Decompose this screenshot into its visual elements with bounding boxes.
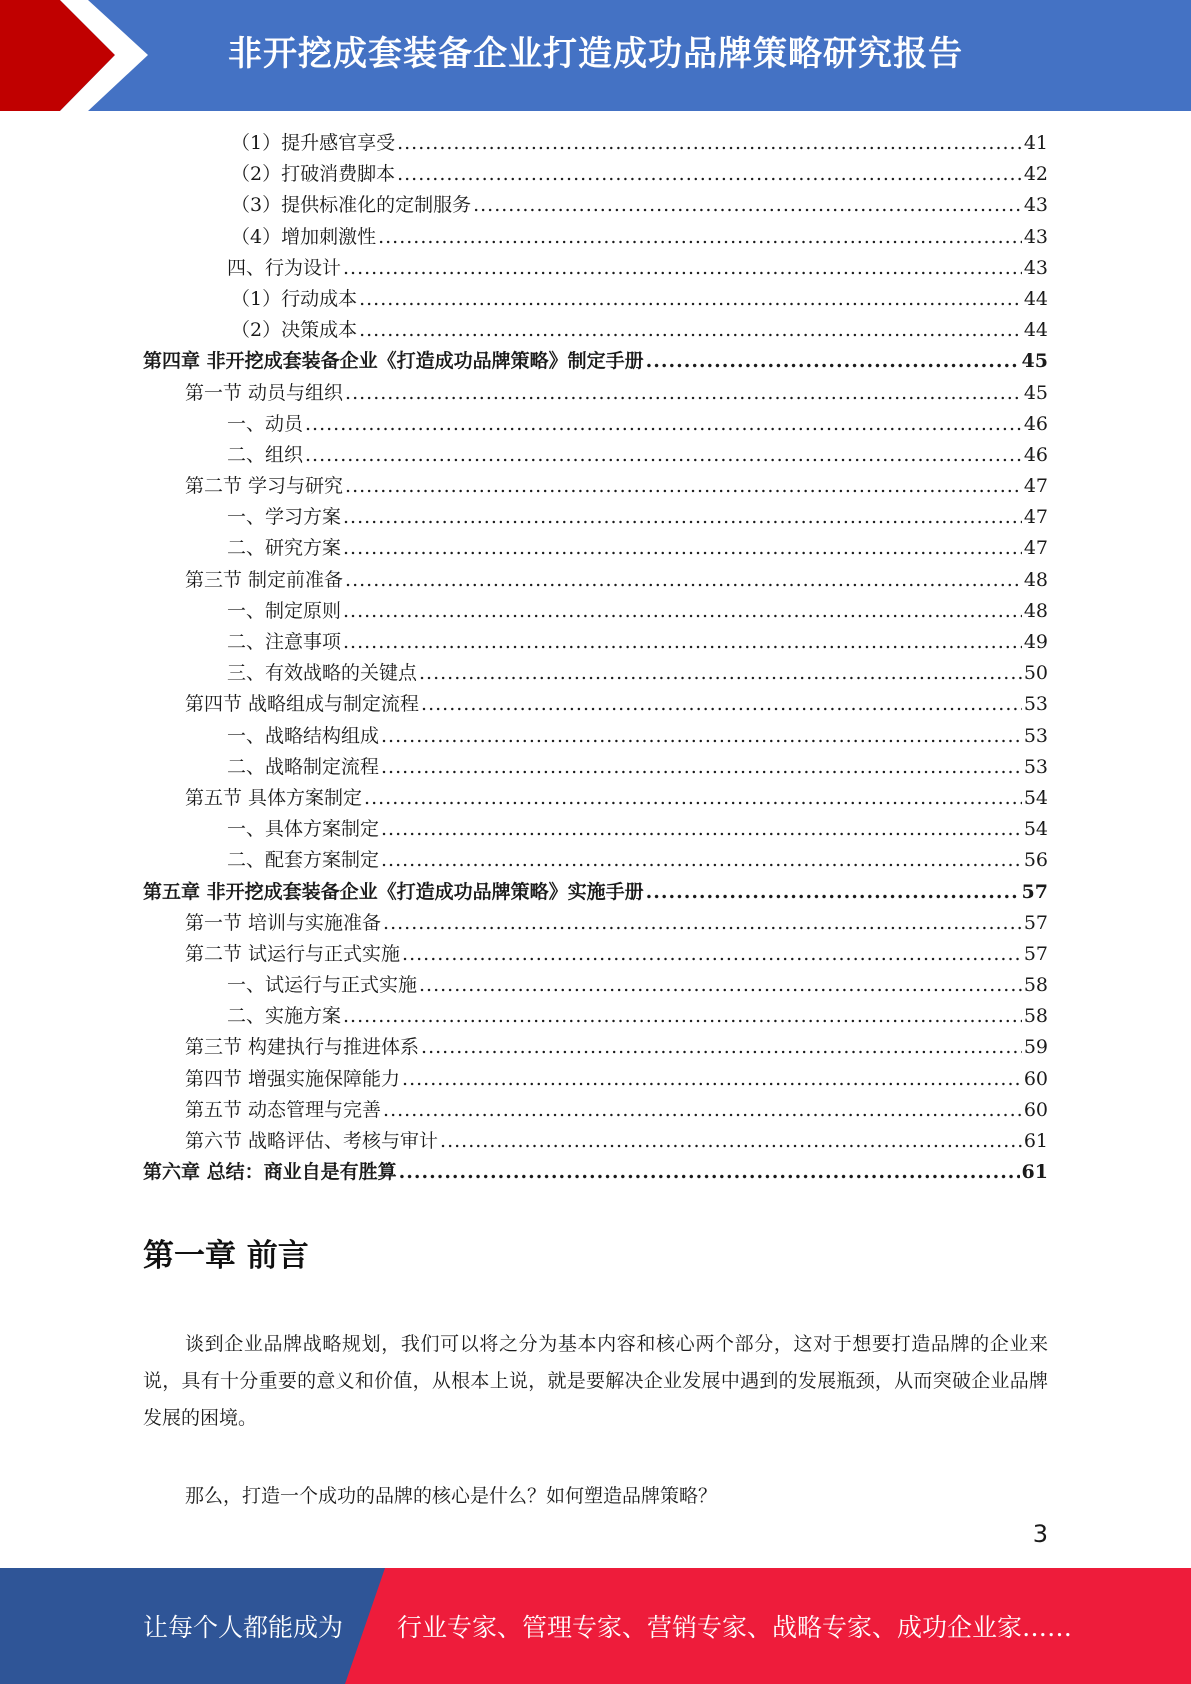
toc-entry-label: （4）增加刺激性 xyxy=(231,225,377,248)
toc-entry-page: 61 xyxy=(1023,1130,1048,1152)
toc-entry-page: 45 xyxy=(1021,350,1048,373)
toc-entry[interactable] xyxy=(143,627,1048,658)
toc-dot-leader xyxy=(359,315,1022,346)
header-banner xyxy=(0,0,1191,111)
toc-entry[interactable] xyxy=(143,440,1048,471)
toc-entry-label: （2）打破消费脚本 xyxy=(231,163,396,186)
toc-entry[interactable] xyxy=(143,658,1048,689)
toc-entry-page: 46 xyxy=(1023,443,1048,466)
toc-entry-label: 二、战略制定流程 xyxy=(227,755,380,778)
toc-entry-page: 42 xyxy=(1023,163,1048,186)
toc-dot-leader xyxy=(364,783,1022,814)
toc-entry-page: 58 xyxy=(1023,1005,1048,1028)
toc-entry-label: 第五章 非开挖成套装备企业《打造成功品牌策略》实施手册 xyxy=(143,880,644,903)
toc-entry-label: 第二节 学习与研究 xyxy=(185,475,344,498)
toc-entry-page: 47 xyxy=(1023,506,1048,529)
toc-dot-leader xyxy=(381,752,1022,783)
toc-entry-page: 54 xyxy=(1023,818,1048,841)
table-of-contents xyxy=(143,128,1048,1188)
toc-entry-label: 三、有效战略的关键点 xyxy=(227,662,418,685)
toc-entry[interactable] xyxy=(143,222,1048,253)
toc-entry-page: 57 xyxy=(1023,942,1048,965)
toc-entry[interactable] xyxy=(143,346,1048,377)
toc-dot-leader xyxy=(419,658,1022,689)
toc-dot-leader xyxy=(359,284,1022,315)
toc-entry-label: 二、配套方案制定 xyxy=(227,849,380,872)
toc-entry-page: 61 xyxy=(1021,1161,1048,1184)
toc-entry-page: 46 xyxy=(1023,412,1048,435)
toc-entry[interactable] xyxy=(143,939,1048,970)
toc-entry[interactable] xyxy=(143,471,1048,502)
toc-entry-page: 48 xyxy=(1023,568,1048,591)
toc-entry-label: 一、动员 xyxy=(227,412,304,435)
toc-entry-label: 第一节 动员与组织 xyxy=(185,381,344,404)
toc-dot-leader xyxy=(343,627,1022,658)
header-arrow-decoration xyxy=(0,0,160,111)
toc-dot-leader xyxy=(646,346,1020,377)
toc-entry-label: 第四节 战略组成与制定流程 xyxy=(185,693,420,716)
toc-entry-page: 60 xyxy=(1023,1098,1048,1121)
toc-entry-label: 第二节 试运行与正式实施 xyxy=(185,942,401,965)
toc-dot-leader xyxy=(421,689,1022,720)
toc-entry[interactable] xyxy=(143,502,1048,533)
toc-dot-leader xyxy=(397,128,1022,159)
toc-dot-leader xyxy=(345,378,1022,409)
toc-dot-leader xyxy=(402,939,1022,970)
toc-dot-leader xyxy=(378,222,1022,253)
toc-dot-leader xyxy=(343,253,1022,284)
toc-entry[interactable] xyxy=(143,1001,1048,1032)
toc-entry-page: 47 xyxy=(1023,537,1048,560)
toc-entry-label: （1）行动成本 xyxy=(231,287,358,310)
toc-entry-page: 41 xyxy=(1023,132,1048,154)
toc-entry[interactable] xyxy=(143,1157,1048,1188)
toc-entry-label: 一、学习方案 xyxy=(227,506,342,529)
toc-dot-leader xyxy=(345,565,1022,596)
toc-entry-page: 45 xyxy=(1023,381,1048,404)
toc-dot-leader xyxy=(345,471,1022,502)
toc-dot-leader xyxy=(383,1095,1022,1126)
toc-entry[interactable] xyxy=(143,689,1048,720)
toc-dot-leader xyxy=(646,877,1020,908)
toc-dot-leader xyxy=(343,596,1022,627)
toc-dot-leader xyxy=(381,845,1022,876)
footer-slogan-right: 行业专家、管理专家、营销专家、战略专家、成功企业家…… xyxy=(397,1613,1073,1642)
toc-entry-label: 第四节 增强实施保障能力 xyxy=(185,1067,401,1090)
toc-entry-label: 二、组织 xyxy=(227,443,304,466)
toc-dot-leader xyxy=(343,1001,1022,1032)
toc-entry[interactable] xyxy=(143,315,1048,346)
toc-entry-page: 48 xyxy=(1023,599,1048,622)
toc-entry[interactable] xyxy=(143,1064,1048,1095)
toc-entry-label: 第四章 非开挖成套装备企业《打造成功品牌策略》制定手册 xyxy=(143,350,644,373)
toc-entry-page: 43 xyxy=(1023,225,1048,248)
toc-dot-leader xyxy=(343,533,1022,564)
toc-entry-page: 53 xyxy=(1023,724,1048,747)
toc-entry-page: 43 xyxy=(1023,256,1048,279)
toc-entry[interactable] xyxy=(143,596,1048,627)
toc-dot-leader xyxy=(305,409,1022,440)
footer-banner xyxy=(0,1568,1191,1684)
toc-entry-page: 43 xyxy=(1023,194,1048,217)
footer-slogan-left: 让每个人都能成为 xyxy=(143,1613,344,1642)
toc-entry-label: 二、研究方案 xyxy=(227,537,342,560)
toc-entry[interactable] xyxy=(143,970,1048,1001)
toc-entry-label: （1）提升感官享受 xyxy=(231,132,396,154)
page-number: 3 xyxy=(1032,1520,1048,1548)
toc-entry-label: （2）决策成本 xyxy=(231,319,358,342)
toc-entry-label: 第三节 构建执行与推进体系 xyxy=(185,1036,420,1059)
toc-entry-label: 一、试运行与正式实施 xyxy=(227,974,418,997)
toc-dot-leader xyxy=(419,970,1022,1001)
toc-entry-page: 44 xyxy=(1023,319,1048,342)
toc-entry-page: 47 xyxy=(1023,475,1048,498)
toc-entry[interactable] xyxy=(143,1126,1048,1157)
toc-dot-leader xyxy=(381,814,1022,845)
toc-entry[interactable] xyxy=(143,845,1048,876)
toc-entry-page: 56 xyxy=(1023,849,1048,872)
toc-entry[interactable] xyxy=(143,128,1048,159)
toc-entry-page: 50 xyxy=(1023,662,1048,685)
toc-dot-leader xyxy=(402,1064,1022,1095)
toc-entry[interactable] xyxy=(143,409,1048,440)
toc-entry-label: 第五节 动态管理与完善 xyxy=(185,1098,382,1121)
toc-entry[interactable] xyxy=(143,783,1048,814)
body-paragraph: 谈到企业品牌战略规划，我们可以将之分为基本内容和核心两个部分，这对于想要打造品牌的企业来说，具有十分重要的意义和价值，从根本上说，就是要解决企业发展中遇到的发展瓶颈，从而突破企业品牌发展的困境。 xyxy=(143,1333,1048,1429)
toc-entry[interactable] xyxy=(143,378,1048,409)
toc-entry[interactable] xyxy=(143,814,1048,845)
toc-entry-label: （3）提供标准化的定制服务 xyxy=(231,194,472,217)
toc-entry-label: 一、制定原则 xyxy=(227,599,342,622)
toc-dot-leader xyxy=(440,1126,1022,1157)
document-title: 非开挖成套装备企业打造成功品牌策略研究报告 xyxy=(228,34,963,74)
toc-dot-leader xyxy=(305,440,1022,471)
toc-entry-label: 二、实施方案 xyxy=(227,1005,342,1028)
toc-dot-leader xyxy=(421,1032,1022,1063)
toc-entry[interactable] xyxy=(143,1095,1048,1126)
toc-entry[interactable] xyxy=(143,908,1048,939)
toc-entry-page: 58 xyxy=(1023,974,1048,997)
toc-entry-page: 57 xyxy=(1023,911,1048,934)
toc-entry-page: 44 xyxy=(1023,287,1048,310)
toc-dot-leader xyxy=(343,502,1022,533)
toc-entry[interactable] xyxy=(143,752,1048,783)
toc-entry-page: 59 xyxy=(1023,1036,1048,1059)
toc-entry-page: 53 xyxy=(1023,693,1048,716)
toc-dot-leader xyxy=(473,190,1022,221)
toc-entry-page: 54 xyxy=(1023,786,1048,809)
toc-entry-label: 二、注意事项 xyxy=(227,631,342,653)
chapter-title: 第一章 前言 xyxy=(143,1238,309,1274)
toc-entry-page: 57 xyxy=(1021,880,1048,903)
toc-entry[interactable] xyxy=(143,565,1048,596)
toc-entry-label: 第一节 培训与实施准备 xyxy=(185,911,382,934)
toc-entry-label: 第三节 制定前准备 xyxy=(185,568,344,591)
toc-entry-label: 一、战略结构组成 xyxy=(227,724,380,747)
body-paragraph: 那么，打造一个成功的品牌的核心是什么？如何塑造品牌策略？ xyxy=(185,1485,718,1507)
toc-entry[interactable] xyxy=(143,159,1048,190)
toc-entry[interactable] xyxy=(143,721,1048,752)
toc-entry[interactable] xyxy=(143,253,1048,284)
toc-dot-leader xyxy=(381,721,1022,752)
toc-dot-leader xyxy=(399,1157,1020,1188)
toc-entry-label: 一、具体方案制定 xyxy=(227,818,380,841)
toc-entry-page: 49 xyxy=(1023,631,1048,653)
toc-entry[interactable] xyxy=(143,190,1048,221)
toc-entry-page: 60 xyxy=(1023,1067,1048,1090)
toc-entry[interactable] xyxy=(143,284,1048,315)
toc-entry-page: 53 xyxy=(1023,755,1048,778)
toc-entry-label: 第六节 战略评估、考核与审计 xyxy=(185,1130,439,1152)
toc-dot-leader xyxy=(383,908,1022,939)
toc-entry[interactable] xyxy=(143,1032,1048,1063)
toc-entry-label: 第五节 具体方案制定 xyxy=(185,786,363,809)
toc-entry-label: 第六章 总结：商业自是有胜算 xyxy=(143,1161,397,1184)
toc-entry[interactable] xyxy=(143,533,1048,564)
toc-entry[interactable] xyxy=(143,877,1048,908)
toc-entry-label: 四、行为设计 xyxy=(227,256,342,279)
toc-dot-leader xyxy=(397,159,1022,190)
